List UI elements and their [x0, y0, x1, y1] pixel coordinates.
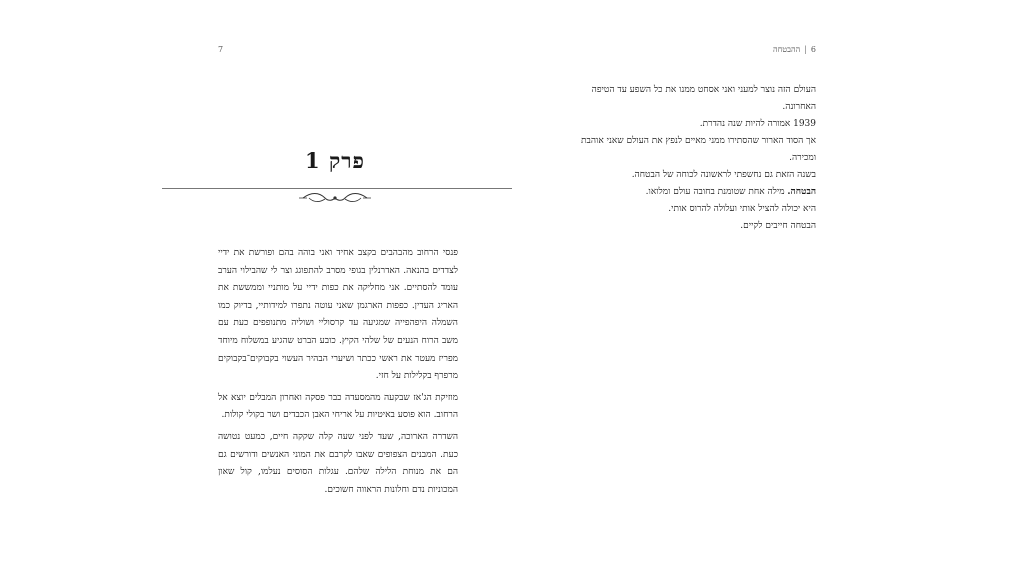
prologue-line	[556, 184, 816, 201]
prologue-line: בשנה הזאת גם נחשפתי לראשונה לכוחה של הבטחה.	[631, 170, 816, 180]
prologue-line-rest: מילה אחת שטומנת בחובה עולם ומלואו.	[645, 187, 788, 197]
left-page-number: 7	[218, 45, 224, 54]
chapter-body	[218, 245, 458, 503]
prologue-line: הבטחה חייבים לקיים.	[740, 221, 816, 231]
running-head-separator: |	[804, 45, 807, 54]
prologue-line: העולם הזה נוצר למעני ואני אסחט ממנו את כל השפע עד הטיפה האחרונה.	[591, 85, 816, 112]
right-running-head	[773, 45, 816, 54]
right-page	[540, 0, 840, 576]
body-paragraph: פנסי הרחוב מהבהבים בקצב אחיד ואני בוהה בהם ופורשת את ידיי לצדדים בהנאה. האדרנלין בגופי מסרב להתפוגג וצר לי שהבילוי הערב עומד להסתיים. אני מחליקה את כפות ידיי על מותניי וממששת את האריג העדין. כפפות הארגמן שאני עוטה נתפרו למידותיי, בדיוק כמו השמלה היפהפייה שמגיעה עד קרסוליי ושוליה מתנופפים כעת עם משב הרוח הנעים של שלהי הקיץ. כובע הברט שהגיע במשלוח מיוחד מפריז מעטר את ראשי ככתר ושיערי הבהיר העשוי בקבוקים־בקבוקים מרפרף בקלילות על חזי.	[218, 248, 458, 382]
body-paragraph: השדרה הארוכה, שעד לפני שעה קלה שקקה חיים, כמעט נטושה כעת. המבנים הצפופים שאבו לקרבם את המוני האנשים ודורשים גם הם את מנוחת הלילה שלהם. עגלות הסוסים נעלמו, קול שאון המכוניות נדם וחלונות הראווה חשוכים.	[218, 431, 458, 495]
body-paragraph: מוזיקת הג'אז שבקעה מהמסעדה כבר פסקה ואחרון המבלים יוצא אל הרחוב. הוא פוסע באיטיות על אריחי האבן הכבדים ושר בקולי קולות.	[218, 392, 458, 421]
book-title: ההבטחה	[772, 45, 801, 54]
emphasis-word: הבטחה.	[787, 187, 816, 197]
left-page	[150, 0, 520, 576]
chapter-title: פרק 1	[305, 148, 365, 173]
prologue-line: אך הסוד הארור שהסתירו ממני מאיים לנפץ את העולם שאני אוהבת ומכירה.	[581, 136, 816, 163]
right-page-number: 6	[810, 45, 816, 54]
prologue-line: 1939 אמורה להיות שנה נהדרת.	[699, 119, 816, 129]
prologue-line: היא יכולה להציל אותי ועלולה להרוס אותי.	[668, 204, 816, 214]
chapter-title-rule	[162, 188, 512, 189]
prologue-text	[556, 82, 816, 235]
flourish-ornament-icon	[295, 190, 375, 206]
